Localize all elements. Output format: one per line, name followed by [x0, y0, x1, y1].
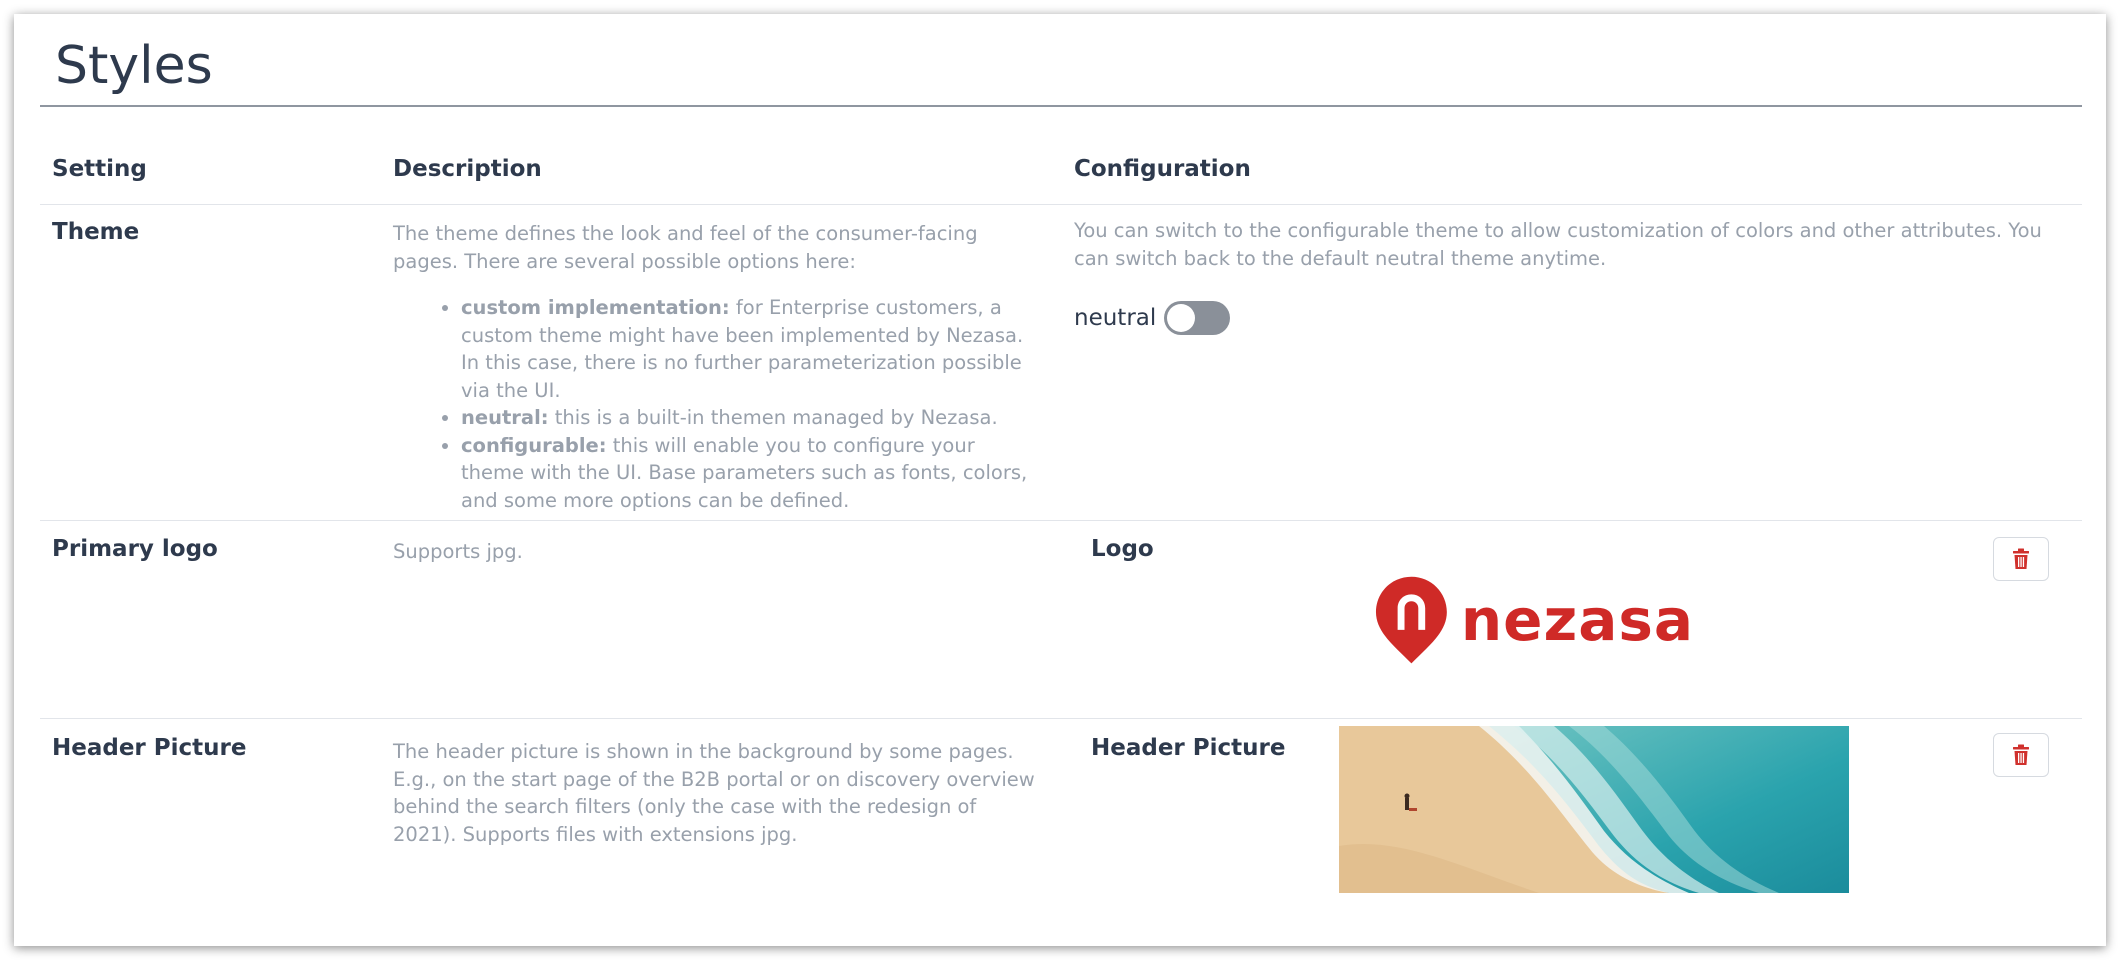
delete-logo-button[interactable]	[1993, 537, 2049, 581]
delete-header-picture-button[interactable]	[1993, 733, 2049, 777]
theme-option-custom: • custom implementation: for Enterprise customers, a custom theme might have been implemented by Nezasa. In this case, there is no further parameterization possible via the UI.	[461, 294, 1043, 404]
logo-wordmark: nezasa	[1460, 586, 1694, 654]
header-picture-description: The header picture is shown in the background by some pages. E.g., on the start page of the B2B portal or on discovery overview behind the search filters (only the case with the redesign of 2021). Supports files with extensions jpg.	[393, 740, 1035, 846]
theme-option-neutral: • neutral: this is a built-in themen managed by Nezasa.	[461, 404, 1043, 432]
column-header-setting: Setting	[52, 156, 147, 182]
column-header-configuration: Configuration	[1074, 156, 1251, 182]
theme-description-intro: The theme defines the look and feel of the consumer-facing pages. There are several possible options here:	[393, 222, 978, 273]
theme-toggle-row	[1074, 299, 1230, 337]
styles-panel	[14, 14, 2106, 946]
trash-icon	[2012, 744, 2030, 766]
toggle-knob	[1167, 304, 1195, 332]
setting-theme: Theme	[52, 219, 140, 245]
page-title: Styles	[55, 36, 213, 96]
setting-primary-logo: Primary logo	[52, 536, 218, 562]
header-picture-preview	[1339, 726, 1849, 893]
nezasa-pin-icon	[1374, 574, 1449, 666]
setting-header-picture: Header Picture	[52, 735, 247, 761]
theme-config-text: You can switch to the configurable theme to allow customization of colors and other attributes. You can switch back to the default neutral theme anytime.	[1074, 219, 2042, 270]
title-divider	[40, 105, 2082, 107]
theme-option-configurable: • configurable: this will enable you to configure your theme with the UI. Base parameters such as fonts, colors, and some more options can be defined.	[461, 432, 1043, 515]
theme-options-list	[393, 294, 1043, 514]
column-header-description: Description	[393, 156, 542, 182]
logo-preview	[1374, 570, 1694, 670]
theme-description	[393, 220, 1043, 514]
logo-config-label: Logo	[1091, 536, 1154, 562]
theme-toggle-label: neutral	[1074, 305, 1157, 331]
theme-toggle-switch[interactable]	[1164, 301, 1230, 335]
primary-logo-description: Supports jpg.	[393, 540, 523, 563]
row-divider-logo	[40, 718, 2082, 719]
header-divider	[40, 204, 2082, 205]
row-divider-theme	[40, 520, 2082, 521]
trash-icon	[2012, 548, 2030, 570]
header-picture-config-label: Header Picture	[1091, 735, 1286, 761]
beach-image	[1339, 726, 1849, 893]
